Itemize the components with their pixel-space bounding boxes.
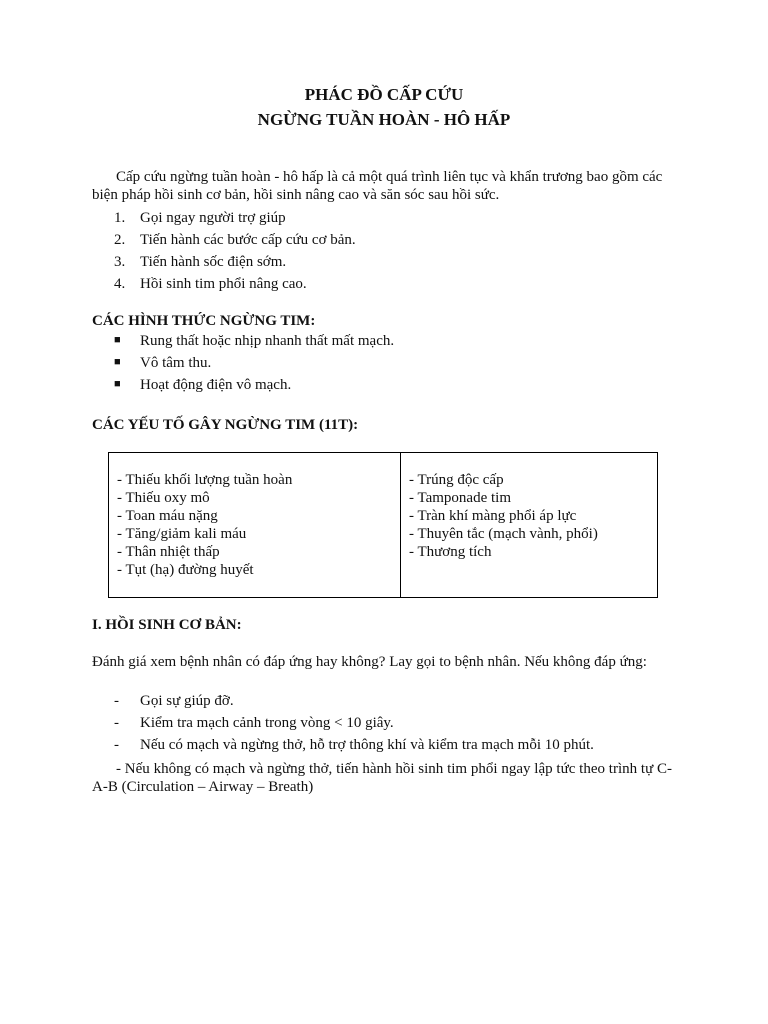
square-bullet-icon: ■ [114, 334, 121, 346]
table-cell: - Toan máu nặng [117, 508, 218, 524]
list-item: 3. Tiến hành sốc điện sớm. [114, 254, 287, 270]
section-heading-cardiac-arrest-types: CÁC HÌNH THỨC NGỪNG TIM: [92, 313, 316, 329]
table-cell: - Thân nhiệt thấp [117, 544, 220, 560]
table-cell: - Tăng/giảm kali máu [117, 526, 247, 542]
list-item: ■ Vô tâm thu. [114, 352, 394, 374]
table-cell: - Thiếu oxy mô [117, 490, 210, 506]
causes-right-column [401, 453, 657, 597]
cpr-paragraph: - Nếu không có mạch và ngừng thở, tiến hành hồi sinh tim phổi ngay lập tức theo trình tự C-A-B (Circulation – Airway – Breath) [92, 761, 672, 795]
table-cell: - Thiếu khối lượng tuần hoàn [117, 472, 293, 488]
causes-left-column [109, 453, 401, 597]
table-cell: - Tụt (hạ) đường huyết [117, 562, 254, 578]
assessment-paragraph: Đánh giá xem bệnh nhân có đáp ứng hay không? Lay gọi to bệnh nhân. Nếu không đáp ứng: [92, 654, 647, 670]
list-item: 1. Gọi ngay người trợ giúp [114, 210, 286, 226]
square-bullet-icon: ■ [114, 378, 121, 390]
section-heading-basic-life-support: I. HỒI SINH CƠ BẢN: [92, 617, 242, 633]
causes-table [108, 452, 658, 598]
list-item: ■ Hoạt động điện vô mạch. [114, 374, 394, 396]
document-title-line2: NGỪNG TUẦN HOÀN - HÔ HẤP [257, 110, 511, 129]
arrest-types-list [114, 330, 394, 396]
document-title-line1: PHÁC ĐỒ CẤP CỨU [304, 85, 464, 104]
table-cell: - Tamponade tim [409, 490, 511, 506]
list-item: - Kiểm tra mạch cảnh trong vòng < 10 giây. [114, 715, 394, 731]
list-item: 4. Hồi sinh tim phổi nâng cao. [114, 276, 307, 292]
table-cell: - Thuyên tắc (mạch vành, phổi) [409, 526, 598, 542]
basic-steps-list [114, 690, 594, 756]
list-item: 2. Tiến hành các bước cấp cứu cơ bản. [114, 232, 356, 248]
list-item: ■ Rung thất hoặc nhịp nhanh thất mất mạch. [114, 330, 394, 352]
list-item: - Nếu có mạch và ngừng thở, hỗ trợ thông khí và kiểm tra mạch mỗi 10 phút. [114, 737, 594, 753]
steps-list [114, 207, 356, 295]
table-cell: - Trúng độc cấp [409, 472, 504, 488]
intro-paragraph: Cấp cứu ngừng tuần hoàn - hô hấp là cả một quá trình liên tục và khẩn trương bao gồm các biện pháp hồi sinh cơ bản, hồi sinh nâng cao và săn sóc sau hồi sức. [92, 169, 663, 203]
table-cell: - Thương tích [409, 544, 492, 560]
list-item: - Gọi sự giúp đỡ. [114, 693, 234, 709]
section-heading-causes: CÁC YẾU TỐ GÂY NGỪNG TIM (11T): [92, 417, 359, 433]
table-cell: - Tràn khí màng phổi áp lực [409, 508, 577, 524]
square-bullet-icon: ■ [114, 356, 121, 368]
